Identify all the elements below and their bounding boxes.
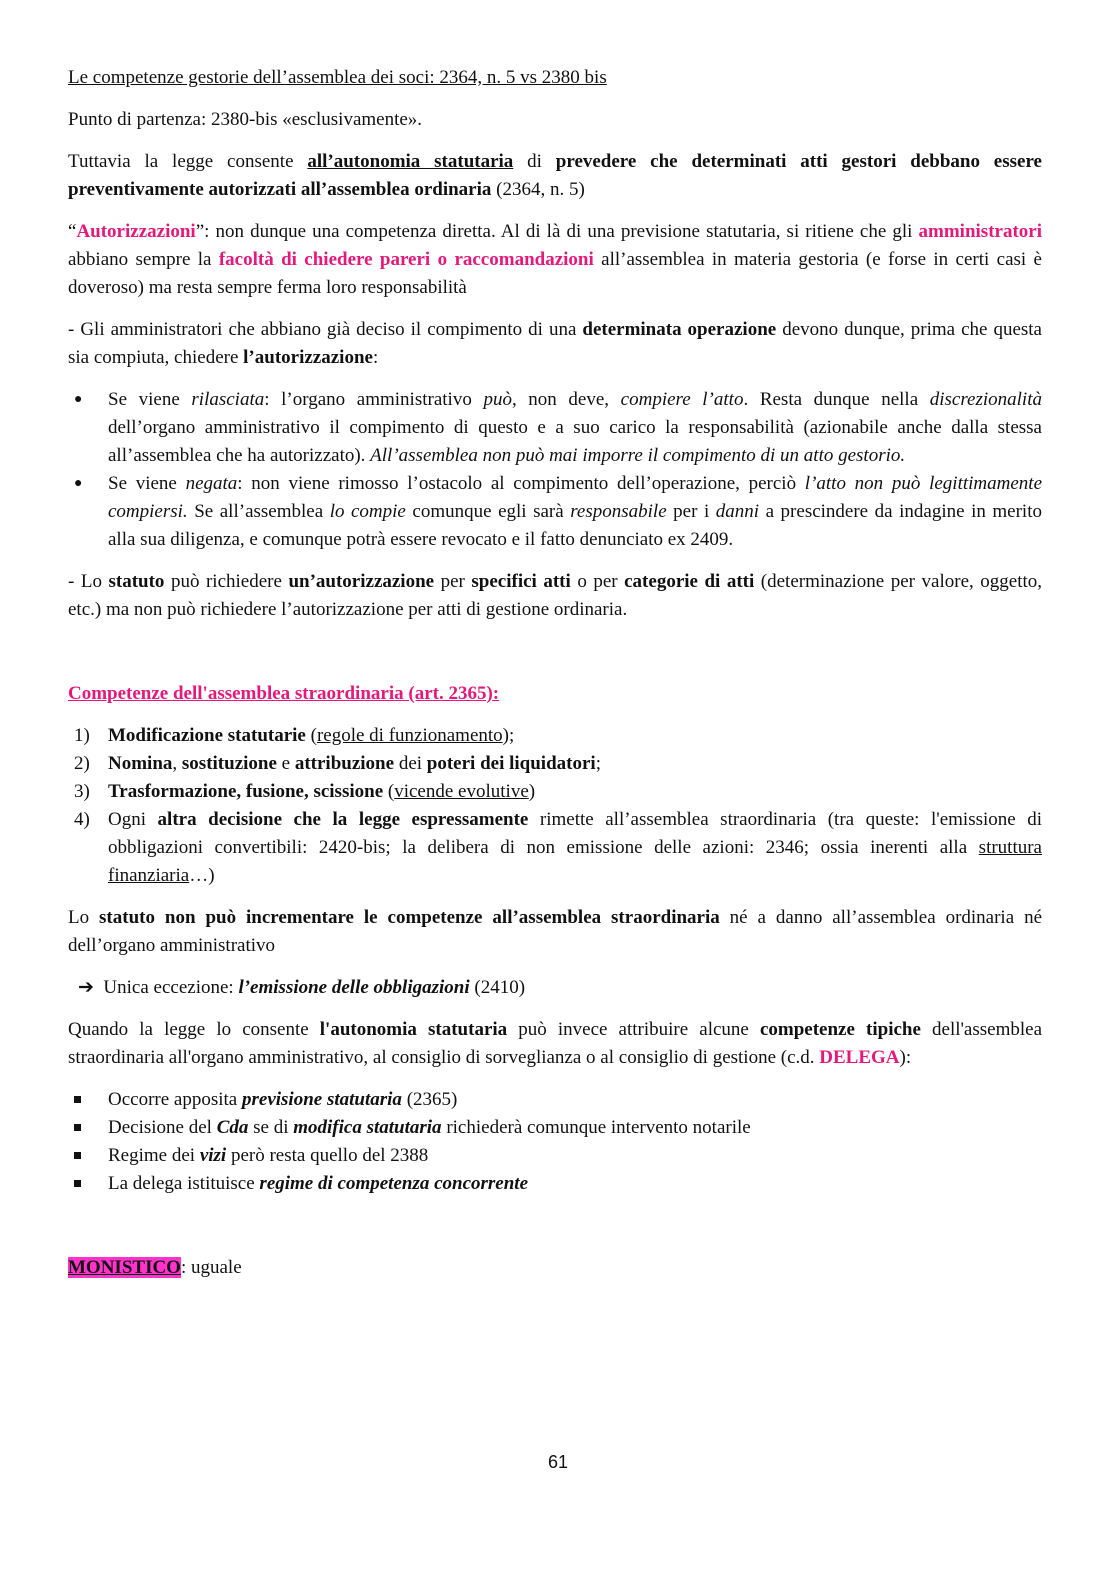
spacer <box>68 638 1042 680</box>
list-item: ● Se viene negata: non viene rimosso l’ostacolo al compimento dell’operazione, perciò l’atto non può legittimamente compiersi. Se all’assemblea lo compie comunque egli sarà responsabile per i danni a prescindere da indagine in merito alla sua diligenza, e comunque potrà essere revocato e il fatto denunciato ex 2409. <box>68 470 1042 554</box>
list-item: ● Se viene rilasciata: l’organo amministrativo può, non deve, compiere l’atto. Resta dunque nella discrezionalità dell’organo amministrativo il compimento di questo e a suo carico la responsabilità (azionabile anche dalla stessa all’assemblea che ha autorizzato). All’assemblea non può mai imporre il compimento di un atto gestorio. <box>68 386 1042 470</box>
bullet-list-autorizzazione <box>68 386 1042 554</box>
page-number: 61 <box>547 1452 569 1472</box>
paragraph-monistico: MONISTICO: uguale <box>68 1257 242 1278</box>
monistico-label: MONISTICO <box>68 1257 181 1278</box>
square-bullet-icon <box>74 1124 81 1131</box>
list-item: 4) Ogni altra decisione che la legge espressamente rimette all’assemblea straordinaria (tra queste: l'emissione di obbligazioni convertibili: 2420-bis; la delibera di non emissione delle azioni: 2346; ossia inerenti alla struttura finanziaria…) <box>74 809 1043 886</box>
paragraph-tuttavia: Tuttavia la legge consente all’autonomia statutaria di prevedere che determinati atti gestori debbano essere preventivamente autorizzati all’assemblea ordinaria (2364, n. 5) <box>68 151 1042 200</box>
bullet-icon: ● <box>74 392 83 407</box>
paragraph-statuto: - Lo statuto può richiedere un’autorizzazione per specifici atti o per categorie di atti (determinazione per valore, oggetto, etc.) ma non può richiedere l’autorizzazione per atti di gestione ordinaria. <box>68 571 1043 620</box>
paragraph-punto-partenza: Punto di partenza: 2380-bis «esclusivamente». <box>68 109 423 130</box>
bullet-icon: ● <box>74 476 83 491</box>
paragraph-delega: Quando la legge lo consente l'autonomia statutaria può invece attribuire alcune competenze tipiche dell'assemblea straordinaria all'organo amministrativo, al consiglio di sorveglianza o al consiglio di gestione (c.d. DELEGA): <box>68 1019 1043 1068</box>
list-item: 3) Trasformazione, fusione, scissione (vicende evolutive) <box>74 781 536 802</box>
section-title-straordinaria: Competenze dell'assemblea straordinaria (art. 2365): <box>68 683 500 704</box>
square-list-delega <box>68 1086 1042 1198</box>
paragraph-amministratori: - Gli amministratori che abbiano già deciso il compimento di una determinata operazione devono dunque, prima che questa sia compiuta, chiedere l’autorizzazione: <box>68 319 1042 368</box>
numbered-list-competenze <box>68 722 1042 890</box>
square-bullet-icon <box>74 1152 81 1159</box>
spacer <box>68 1212 1042 1254</box>
list-item: Decisione del Cda se di modifica statutaria richiederà comunque intervento notarile <box>68 1114 1042 1142</box>
paragraph-autorizzazioni: “Autorizzazioni”: non dunque una competenza diretta. Al di là di una previsione statutaria, si ritiene che gli amministratori abbiano sempre la facoltà di chiedere pareri o raccomandazioni all’assemblea in materia gestoria (e forse in certi casi è doveroso) ma resta sempre ferma loro responsabilità <box>68 221 1042 298</box>
list-item: 2) Nomina, sostituzione e attribuzione dei poteri dei liquidatori; <box>74 753 601 774</box>
square-bullet-icon <box>74 1180 81 1187</box>
list-item: 1) Modificazione statutarie (regole di funzionamento); <box>74 725 515 746</box>
list-item: Regime dei vizi però resta quello del 2388 <box>68 1142 1042 1170</box>
paragraph-statuto-non-puo: Lo statuto non può incrementare le competenze all’assemblea straordinaria né a danno all’assemblea ordinaria né dell’organo amministrativo <box>68 907 1042 956</box>
square-bullet-icon <box>74 1096 81 1103</box>
arrow-line-eccezione: ➔ Unica eccezione: l’emissione delle obbligazioni (2410) <box>78 977 526 998</box>
list-item: La delega istituisce regime di competenza concorrente <box>68 1170 1042 1198</box>
section-title-competenze-gestorie: Le competenze gestorie dell’assemblea dei soci: 2364, n. 5 vs 2380 bis <box>68 67 607 88</box>
list-item: Occorre apposita previsione statutaria (2365) <box>68 1086 1042 1114</box>
arrow-right-icon: ➔ <box>78 977 94 998</box>
document-page <box>68 64 1042 1296</box>
